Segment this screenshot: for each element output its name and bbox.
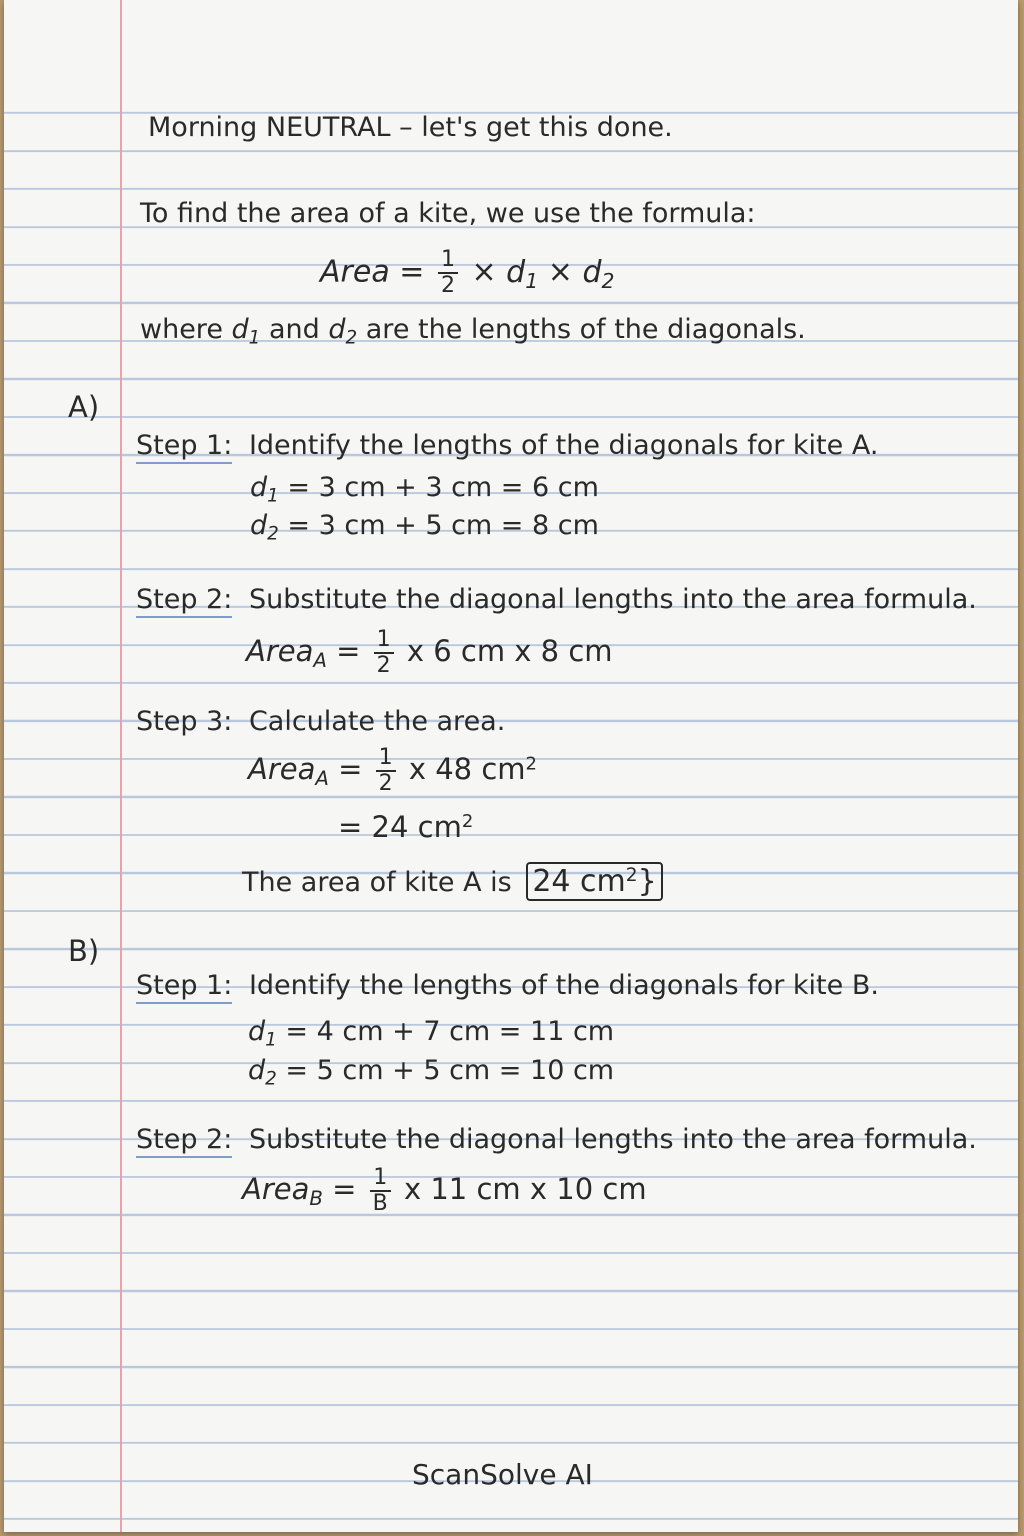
half-fraction — [374, 628, 394, 678]
part-a-step2 — [136, 584, 977, 615]
step-label: Step 2: — [136, 1124, 232, 1158]
subscript-1: 1 — [248, 327, 261, 349]
part-b-step1 — [136, 970, 879, 1001]
part-a-conclusion — [242, 862, 663, 901]
subscript-1: 1 — [265, 1029, 277, 1051]
subscript-2: 2 — [345, 327, 358, 349]
area-word: Area — [248, 752, 316, 787]
formula-area: Area — [320, 254, 390, 290]
fraction-numerator: 1 — [370, 1166, 391, 1192]
step-label: Step 1: — [136, 970, 232, 1004]
step-label: Step 1: — [136, 430, 232, 464]
equals-sign: = — [336, 634, 361, 669]
d-letter: d — [250, 472, 268, 503]
d-letter: d — [582, 254, 602, 290]
step-label: Step 2: — [136, 584, 232, 618]
substitution-rhs: x 6 cm x 8 cm — [406, 634, 613, 669]
where-suffix: are the lengths of the diagonals. — [365, 314, 806, 345]
d-letter: d — [506, 254, 526, 290]
part-a-d1 — [250, 472, 599, 507]
fraction-numerator: 1 — [374, 628, 394, 654]
where-and: and — [268, 314, 320, 345]
page-header-space — [4, 0, 1018, 110]
greeting: Morning NEUTRAL – let's get this done. — [148, 112, 673, 143]
times-sign: × — [547, 254, 573, 290]
subscript-2: 2 — [601, 268, 615, 293]
d-letter: d — [250, 510, 268, 541]
d-letter: d — [328, 314, 346, 345]
result-value: = 24 cm — [338, 810, 462, 844]
margin-line — [120, 0, 122, 1532]
step-text: Substitute the diagonal lengths into the area formula. — [248, 1124, 977, 1155]
area-word: Area — [246, 634, 314, 669]
brand-footer: ScanSolve AI — [412, 1458, 593, 1491]
part-b-d2 — [248, 1055, 614, 1090]
subscript-1: 1 — [525, 268, 539, 293]
fraction — [370, 1166, 391, 1216]
part-a-result — [338, 810, 473, 844]
intro-line: To find the area of a kite, we use the formula: — [140, 198, 756, 229]
formula-equals: = — [399, 254, 425, 290]
d-letter: d — [231, 314, 249, 345]
answer-tail: } — [637, 864, 657, 899]
substitution-rhs: x 11 cm x 10 cm — [403, 1172, 647, 1207]
subscript-2: 2 — [267, 523, 279, 545]
step-text: Calculate the area. — [248, 706, 506, 737]
area-subscript: A — [313, 649, 327, 673]
part-a-d2 — [250, 510, 599, 545]
area-word: Area — [242, 1172, 310, 1207]
part-b-substitution — [242, 1166, 647, 1216]
squared: 2 — [525, 753, 537, 775]
d2-symbol — [328, 314, 358, 349]
step-text: Substitute the diagonal lengths into the area formula. — [248, 584, 977, 615]
step-text: Identify the lengths of the diagonals for kite A. — [248, 430, 879, 461]
where-prefix: where — [140, 314, 223, 345]
conclusion-text: The area of kite A is — [242, 867, 512, 898]
part-a-step1 — [136, 430, 878, 461]
where-line — [140, 314, 806, 349]
times-sign: × — [471, 254, 497, 290]
part-a-step3 — [136, 706, 505, 737]
d1-expression: = 4 cm + 7 cm = 11 cm — [285, 1016, 615, 1047]
part-a-substitution — [246, 628, 613, 678]
fraction-denominator: 2 — [440, 273, 455, 299]
area-subscript: B — [309, 1187, 323, 1211]
fraction-denominator: B — [372, 1191, 388, 1217]
step-text: Identify the lengths of the diagonals for kite B. — [248, 970, 879, 1001]
d2-expression: = 5 cm + 5 cm = 10 cm — [285, 1055, 615, 1086]
fraction-numerator: 1 — [438, 248, 458, 274]
fraction-denominator: 2 — [376, 653, 391, 679]
squared: 2 — [461, 811, 474, 833]
d2-symbol — [582, 254, 615, 293]
part-b-d1 — [248, 1016, 614, 1051]
d-letter: d — [248, 1016, 266, 1047]
formula-fraction — [438, 248, 458, 298]
d2-expression: = 3 cm + 5 cm = 8 cm — [287, 510, 599, 541]
subscript-1: 1 — [267, 485, 279, 507]
area-subscript: A — [315, 767, 329, 791]
step-label: Step 3: — [136, 706, 233, 737]
part-b-label: B) — [68, 934, 100, 968]
fraction-numerator: 1 — [376, 746, 396, 772]
part-b-step2 — [136, 1124, 977, 1155]
equals-sign: = — [338, 752, 363, 787]
d1-symbol — [231, 314, 261, 349]
d-letter: d — [248, 1055, 266, 1086]
calc-rhs: x 48 cm — [408, 752, 526, 787]
squared: 2 — [625, 864, 638, 886]
part-a-calc — [248, 746, 537, 796]
notebook-page — [4, 0, 1018, 1532]
d1-symbol — [506, 254, 539, 293]
answer-value: 24 cm — [532, 864, 626, 899]
d1-expression: = 3 cm + 3 cm = 6 cm — [287, 472, 599, 503]
fraction-denominator: 2 — [378, 771, 393, 797]
subscript-2: 2 — [265, 1068, 277, 1090]
answer-box — [526, 862, 662, 901]
half-fraction — [376, 746, 396, 796]
kite-area-formula — [320, 248, 614, 298]
part-a-label: A) — [68, 390, 100, 424]
equals-sign: = — [332, 1172, 357, 1207]
